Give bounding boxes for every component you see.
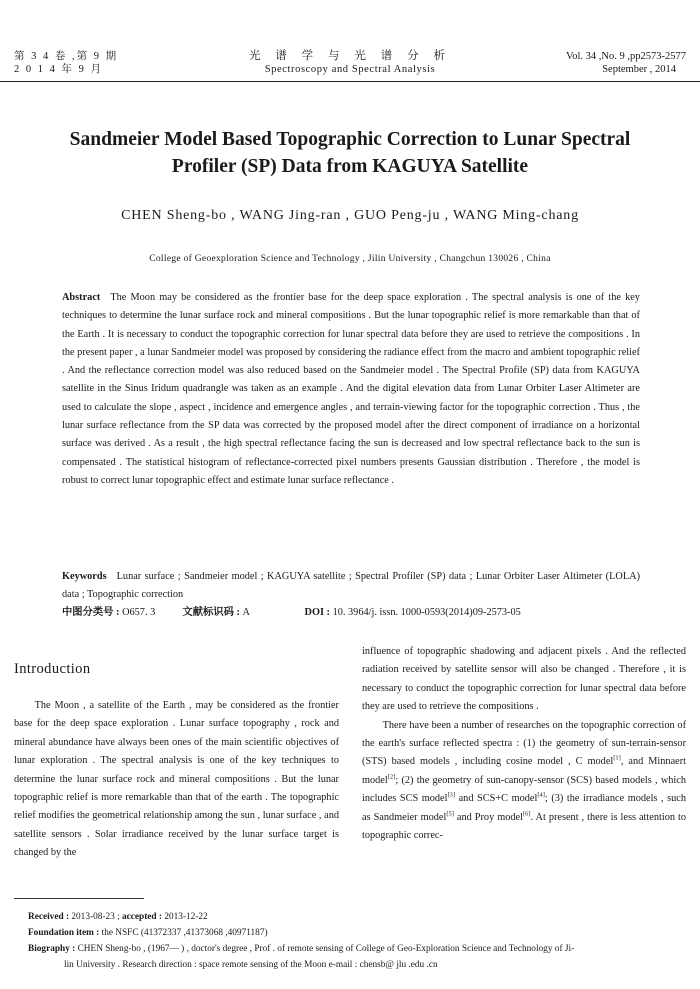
citation-2[interactable]: [2] bbox=[387, 773, 396, 781]
keywords-label: Keywords bbox=[62, 571, 107, 582]
clc-label: 中图分类号 : bbox=[62, 607, 120, 618]
citation-3[interactable]: [3] bbox=[447, 791, 456, 799]
p2-text-a: There have been a number of researches on the topographic correction of the earth's surface reflected spectra : (1) the geometry of sun-terrain-sensor (STS) based models , including cosine model , C model bbox=[362, 719, 686, 768]
header-rule bbox=[0, 81, 700, 82]
volume-info: Vol. 34 ,No. 9 ,pp2573-2577 bbox=[566, 51, 686, 62]
intro-paragraph-2 bbox=[362, 717, 686, 846]
journal-date-cn: 2 0 1 4 年 9 月 bbox=[14, 64, 103, 75]
p2-text-c: ; (2) the geometry of sun-canopy-sensor (SCS) based models , which includes SCS model bbox=[362, 774, 686, 805]
citation-1[interactable]: [1] bbox=[613, 755, 621, 763]
clc-value: O657. 3 bbox=[122, 607, 156, 618]
journal-title-en: Spectroscopy and Spectral Analysis bbox=[264, 64, 436, 75]
foundation-line bbox=[28, 925, 688, 941]
p2-text-e: ; (3) the irradiance models , such as Sandmeier model bbox=[362, 793, 686, 823]
classification-line bbox=[62, 604, 662, 622]
journal-volume-cn: 第 3 4 卷 ,第 9 期 bbox=[14, 51, 119, 62]
article-title bbox=[30, 126, 670, 180]
p2-text-d: and SCS+C model bbox=[455, 793, 538, 805]
doc-code-label: 文献标识码 : bbox=[182, 607, 240, 618]
left-column bbox=[14, 697, 339, 863]
foundation-label: Foundation item : bbox=[28, 928, 100, 938]
citation-5[interactable]: [5] bbox=[446, 810, 454, 818]
intro-paragraph-1: The Moon , a satellite of the Earth , may be considered as the frontier base for the deep space exploration . Lunar surface topography , rock and mineral abundance have always been ones of the main scientific objectives of lunar exploration . The spectral analysis is one of the key techniques to determine the lunar surface rock and mineral compositions . But the lunar topographic relief is more remarkable than that of the earth . The topographic relief modifies the geometrical relationship among the sun , lunar surface , and satellite sensors . Solar irradiance received by the lunar surface target is changed by the bbox=[14, 700, 339, 859]
doc-code-value: A bbox=[242, 607, 250, 618]
citation-4[interactable]: [4] bbox=[537, 791, 545, 799]
foundation-value: the NSFC (41372337 ,41373068 ,40971187) bbox=[101, 928, 268, 938]
footnote-rule bbox=[14, 898, 144, 899]
title-line-2: Profiler (SP) Data from KAGUYA Satellite bbox=[171, 156, 529, 177]
right-column bbox=[362, 643, 686, 845]
p2-text-b: , and Minnaert model bbox=[362, 756, 686, 786]
journal-issue-en bbox=[566, 50, 686, 76]
issue-date: September , 2014 bbox=[602, 64, 676, 75]
intro-paragraph-1-cont: influence of topographic shadowing and adjacent pixels . And the reflected radiation received by satellite sensor will also be changed . Therefore , it is necessary to conduct the topographic correction for lunar spectral data before they are used to retrieve the compositions . bbox=[362, 646, 686, 713]
keywords-text: Lunar surface ; Sandmeier model ; KAGUYA satellite ; Spectral Profiler (SP) data ; Lunar Orbiter Laser Altimeter (LOLA) data ; Topographic correction bbox=[62, 571, 640, 600]
p2-text-f: and Proy model bbox=[453, 811, 523, 823]
received-date: 2013-08-23 ; bbox=[71, 912, 120, 922]
biography-line bbox=[28, 941, 688, 957]
keywords bbox=[62, 568, 640, 604]
doi-label: DOI : bbox=[304, 607, 330, 618]
received-line bbox=[28, 909, 688, 925]
biography-text-1: CHEN Sheng-bo , (1967— ) , doctor's degree , Prof . of remote sensing of College of Geo-Exploration Science and Technology of Ji- bbox=[77, 944, 575, 954]
journal-title-cn: 光 谱 学 与 光 谱 分 析 bbox=[248, 50, 452, 62]
title-line-1: Sandmeier Model Based Topographic Correction to Lunar Spectral bbox=[69, 129, 631, 150]
accepted-date: 2013-12-22 bbox=[164, 912, 208, 922]
p2-text-g: . At present , there is less attention to topographic correc- bbox=[362, 811, 686, 842]
abstract-label: Abstract bbox=[62, 292, 101, 303]
section-heading-introduction: Introduction bbox=[14, 661, 91, 677]
footnotes bbox=[28, 909, 688, 973]
citation-6[interactable]: [6] bbox=[522, 810, 531, 818]
abstract bbox=[62, 289, 640, 490]
biography-label: Biography : bbox=[28, 944, 76, 954]
doi-value: 10. 3964/j. issn. 1000-0593(2014)09-2573-05 bbox=[332, 607, 521, 618]
author-list: CHEN Sheng-bo , WANG Jing-ran , GUO Peng-ju , WANG Ming-chang bbox=[121, 208, 579, 223]
accepted-label: accepted : bbox=[122, 912, 163, 922]
received-label: Received : bbox=[28, 912, 70, 922]
affiliation: College of Geoexploration Science and Technology , Jilin University , Changchun 130026 , China bbox=[149, 254, 551, 264]
abstract-text: The Moon may be considered as the frontier base for the deep space exploration . The spectral analysis is one of the key techniques to determine the lunar surface rock and mineral compositions . But the lunar topographic relief is more remarkable than that of the Earth . It is necessary to conduct the topographic correction for lunar spectral data before they are used to retrieve the compositions . In the present paper , a lunar Sandmeier model was proposed by considering the radiance effect from the macro and ambient topographic relief . And the reflectance correction model was also reduced based on the Sandmeier model . The Spectral Profile (SP) data from KAGUYA satellite in the Sinus Iridum quadrangle was taken as an example . And the digital elevation data from Lunar Orbiter Laser Altimeter are used to calculate the slope , aspect , incidence and emergence angles , and terrain-viewing factor for the topographic correction . Thus , the lunar surface reflectance from the SP data was corrected by the proposed model after the direct component of irradiance on a horizontal surface was derived . As a result , the high spectral reflectance facing the sun is decreased and low spectral reflectance back to the sun is compensated . The statistical histogram of reflectance-corrected pixel numbers presents Gaussian distribution . Therefore , the model is robust to correct lunar topographic effect and estimate lunar surface reflectance . bbox=[62, 292, 640, 486]
biography-text-2: lin University . Research direction : space remote sensing of the Moon e-mail : chensb@ jlu .edu .cn bbox=[64, 960, 438, 970]
